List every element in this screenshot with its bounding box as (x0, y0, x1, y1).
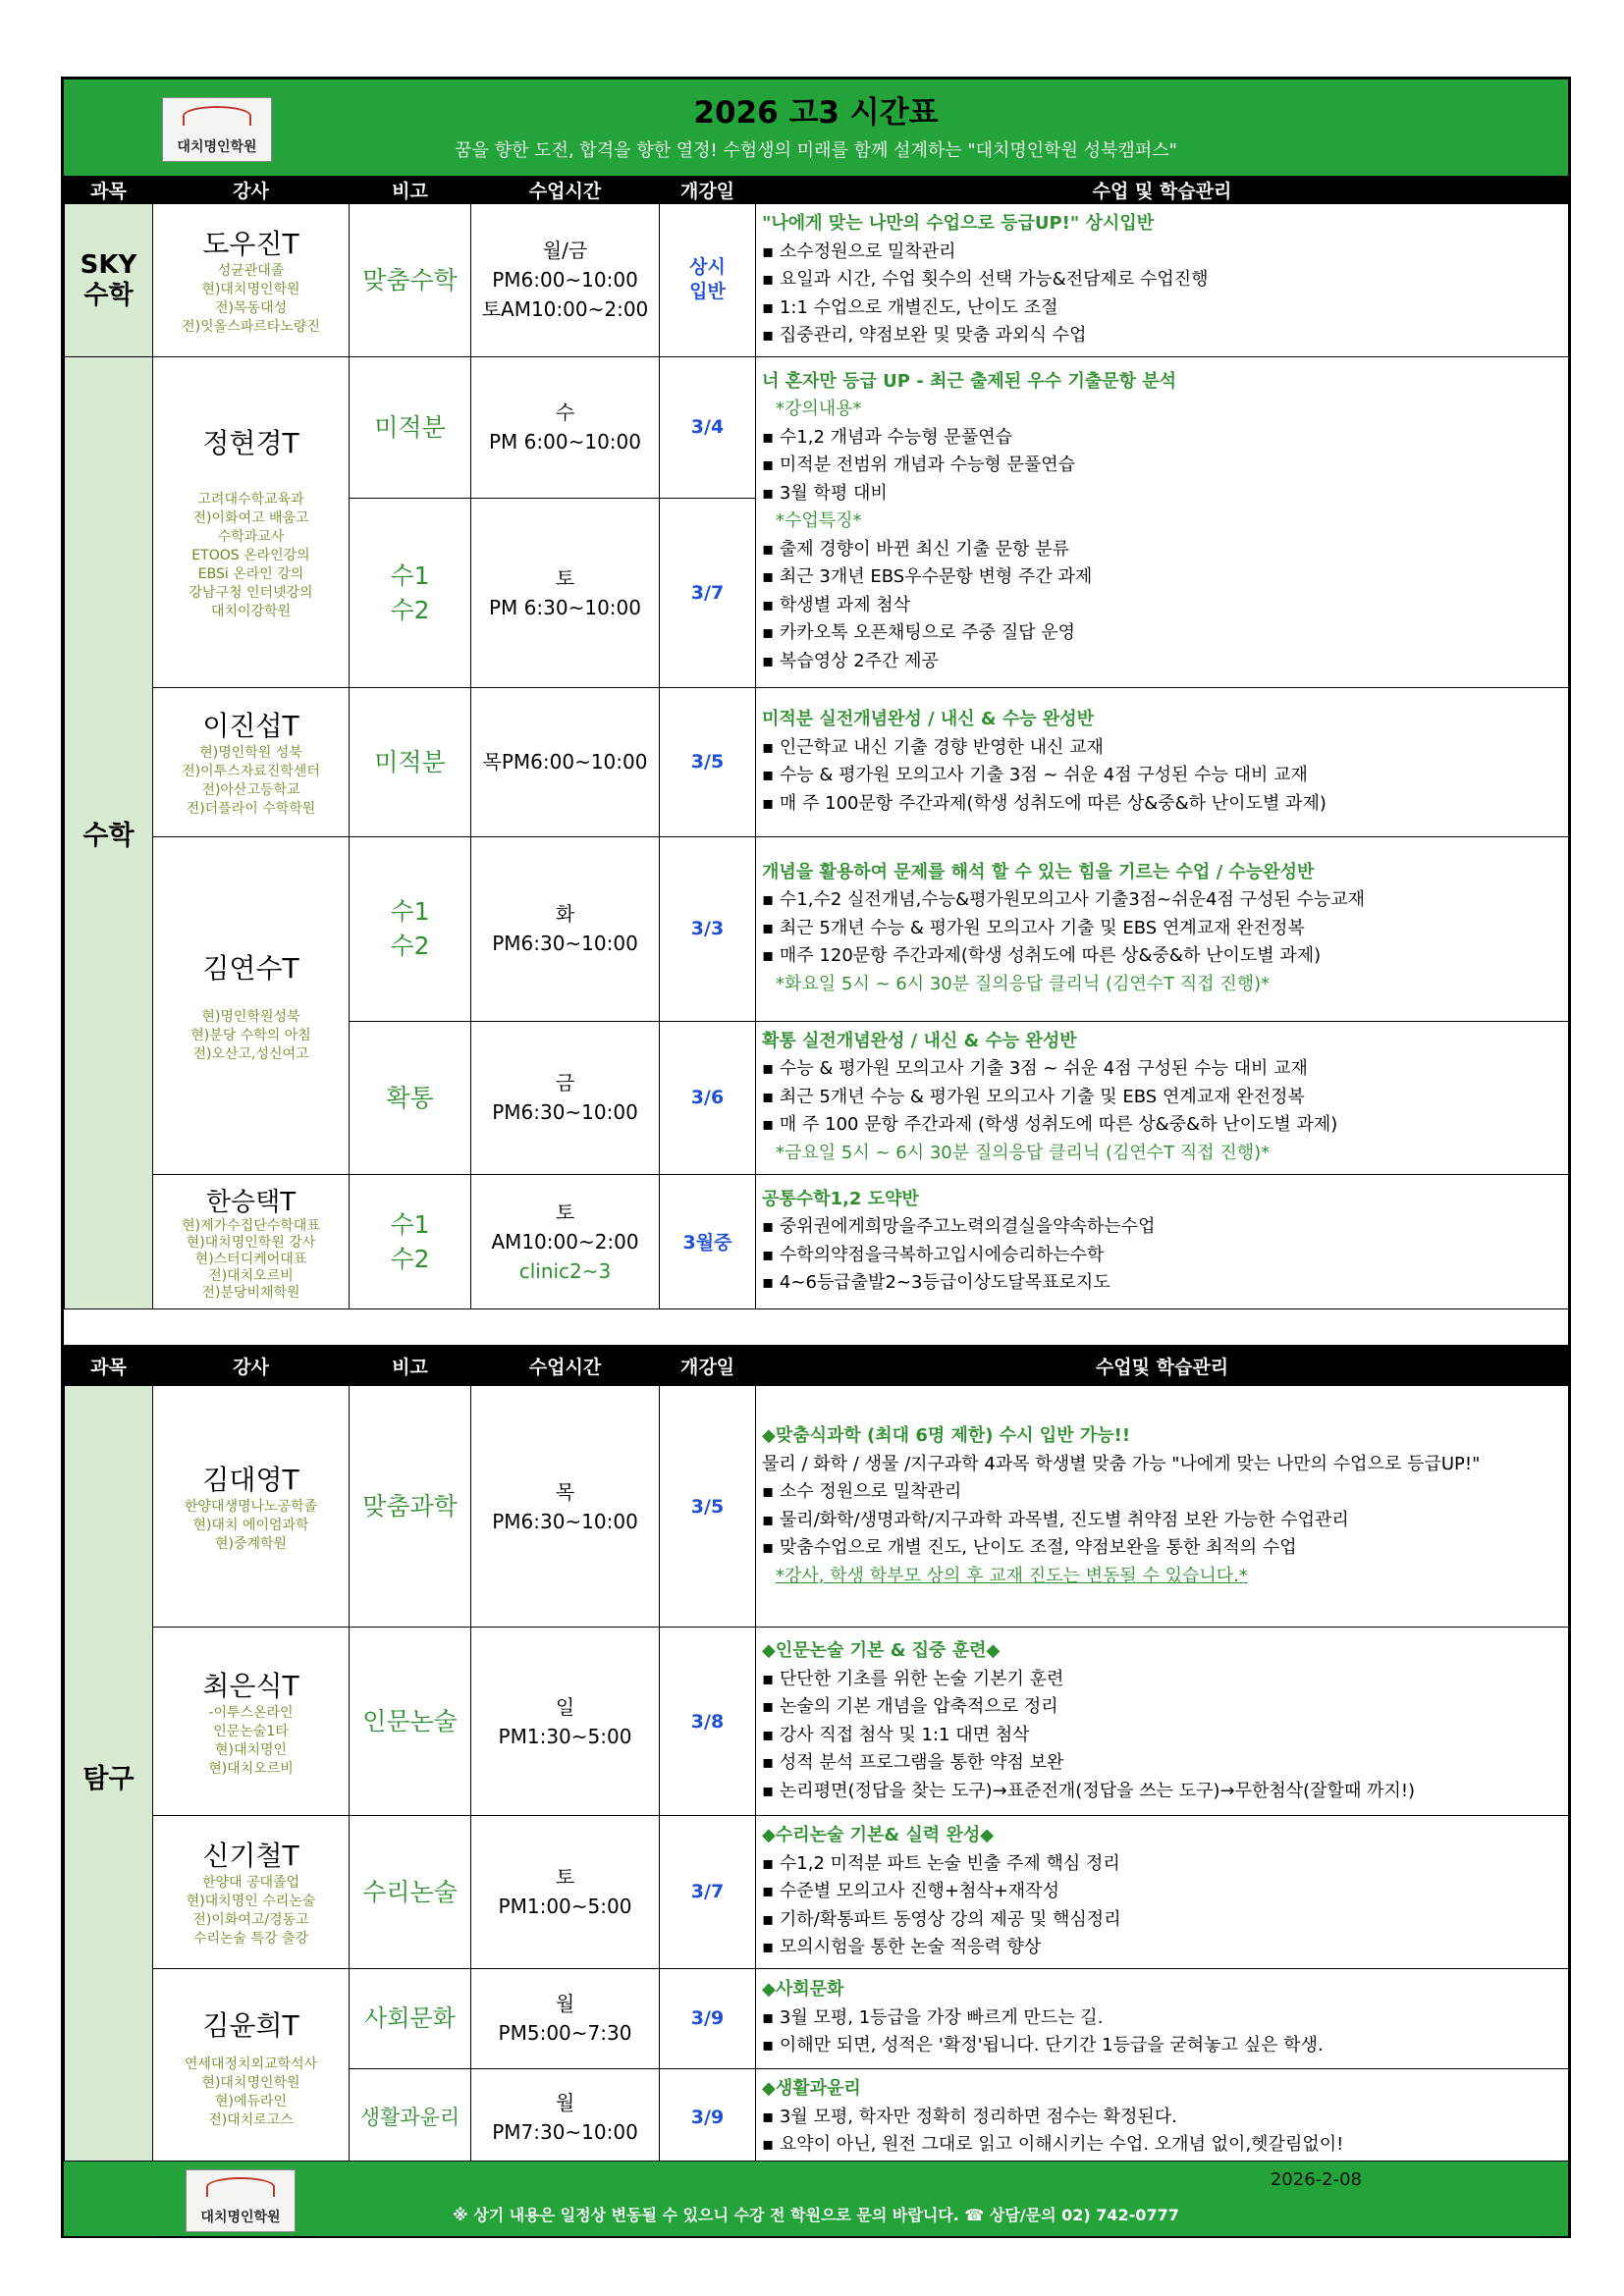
teacher-cell (153, 1628, 350, 1816)
teacher-cell (153, 687, 350, 836)
note-cell: 수1 수2 (350, 498, 471, 687)
col-header-time: 수업시간 (471, 1346, 660, 1386)
col-header-note: 비고 (350, 1346, 471, 1386)
page-subtitle: 꿈을 향한 도전, 합격을 향한 열정! 수험생의 미래를 함께 설계하는 "대치명인학원 성북캠퍼스" (455, 140, 1177, 161)
teacher-cell (153, 356, 350, 687)
teacher-profile: -이투스온라인 인문논술1타 현)대치명인 현)대치오르비 (208, 1704, 294, 1777)
subject-cell (65, 1386, 153, 2167)
desc-cell: 확통 실전개념완성 / 내신 & 수능 완성반 ▪ 수능 & 평가원 모의고사 기출 3점 ~ 쉬운 4점 구성된 수능 대비 교재 ▪ 최근 5개년 수능 & 평가원 모의고사 기출 및 EBS 연계교재 완전정복 ▪ 매 주 100 문항 주간과제 (학생 성취도에 따른 상&중&하 난이도별 과제) *금요일 5시 ~ 6시 30분 질의응답 클리닉 (김연수T 직접 진행)* (756, 1021, 1569, 1174)
start-cell: 3/5 (660, 1386, 756, 1628)
note-cell: 수리논술 (350, 1816, 471, 1969)
explore-table (64, 1345, 1569, 2167)
teacher-cell (153, 1386, 350, 1628)
table-row (65, 1968, 1569, 2068)
teacher-profile: 한양대 공대졸업 현)대치명인 수리논술 전)이화여고/경동고 수리논술 특강 출강 (186, 1875, 316, 1948)
subject-label: 수학 (82, 820, 135, 851)
note-cell: 미적분 (350, 356, 471, 498)
teacher-cell (153, 1174, 350, 1308)
time-cell: 토 PM1:00~5:00 (471, 1816, 660, 1969)
start-cell: 3/9 (660, 1968, 756, 2068)
footer-banner (64, 2161, 1568, 2236)
table-row (65, 1628, 1569, 1816)
teacher-name: 김연수T (202, 951, 299, 985)
teacher-cell (153, 1816, 350, 1969)
table-row (65, 687, 1569, 836)
time-cell: 월/금 PM6:00~10:00 토AM10:00~2:00 (471, 204, 660, 357)
footer-date: 2026-2-08 (1270, 2169, 1362, 2190)
timetable-sheet (61, 77, 1571, 2238)
teacher-cell (153, 204, 350, 357)
time-cell: 수 PM 6:00~10:00 (471, 356, 660, 498)
teacher-profile: 현)명인학원성북 현)분당 수학의 아침 전)오산고,성신여고 (190, 1008, 311, 1062)
time-cell: 월 PM7:30~10:00 (471, 2068, 660, 2166)
note-cell: 수1 수2 (350, 1174, 471, 1308)
desc-cell: ◆맞춤식과학 (최대 6명 제한) 수시 입반 가능!! 물리 / 화학 / 생물 /지구과학 4과목 학생별 맞춤 가능 "나에게 맞는 나만의 수업으로 등급UP!" ▪ 소수 정원으로 밀착관리 ▪ 물리/화학/생명과학/지구과학 과목별, 진도별 취약점 보완 가능한 수업관리 ▪ 맞춤수업으로 개별 진도, 난이도 조절, 약점보완을 통한 최적의 수업 *강사, 학생 학부모 상의 후 교재 진도는 변동될 수 있습니다.* (756, 1386, 1569, 1628)
col-header-start: 개강일 (660, 1346, 756, 1386)
col-header-note: 비고 (350, 177, 471, 204)
col-header-time: 수업시간 (471, 177, 660, 204)
time-cell: 토 AM10:00~2:00 clinic2~3 (471, 1174, 660, 1308)
teacher-name: 신기철T (202, 1840, 299, 1873)
desc-cell: 공통수학1,2 도약반 ▪ 중위권에게희망을주고노력의결실을약속하는수업 ▪ 수학의약점을극복하고입시에승리하는수학 ▪ 4~6등급출발2~3등급이상도달목표로지도 (756, 1174, 1569, 1308)
teacher-cell (153, 836, 350, 1174)
start-cell: 3/7 (660, 498, 756, 687)
desc-cell: ◆생활과윤리 ▪ 3월 모평, 학자만 정확히 정리하면 점수는 확정된다. ▪ 요약이 아닌, 원전 그대로 읽고 이해시키는 수업. 오개념 없이,헷갈림없이! (756, 2068, 1569, 2166)
teacher-name: 정현경T (202, 427, 299, 459)
start-cell: 3월중 (660, 1174, 756, 1308)
col-header-desc: 수업및 학습관리 (756, 1346, 1569, 1386)
note-cell: 인문논술 (350, 1628, 471, 1816)
teacher-name: 이진섭T (202, 710, 299, 742)
footer-notice: ※ 상기 내용은 일정상 변동될 수 있으니 수강 전 학원으로 문의 바랍니다. ☎ 상담/문의 02) 742-0777 (453, 2206, 1179, 2224)
start-cell: 3/4 (660, 356, 756, 498)
table-row (65, 836, 1569, 1021)
subject-label: 탐구 (82, 1763, 135, 1794)
note-cell: 미적분 (350, 687, 471, 836)
teacher-profile: 현)명인학원 성북 전)이투스자료진학센터 전)아산고등학교 전)더플라이 수학학원 (182, 745, 320, 817)
desc-cell: 미적분 실전개념완성 / 내신 & 수능 완성반 ▪ 인근학교 내신 기출 경향 반영한 내신 교재 ▪ 수능 & 평가원 모의고사 기출 3점 ~ 쉬운 4점 구성된 수능 대비 교재 ▪ 매 주 100문항 주간과제(학생 성취도에 따른 상&중&하 난이도별 과제) (756, 687, 1569, 836)
note-cell: 수1 수2 (350, 836, 471, 1021)
start-cell: 3/9 (660, 2068, 756, 2166)
note-cell: 맞춤과학 (350, 1386, 471, 1628)
col-header-start: 개강일 (660, 177, 756, 204)
table-row (65, 204, 1569, 357)
note-cell: 생활과윤리 (350, 2068, 471, 2166)
time-cell: 금 PM6:30~10:00 (471, 1021, 660, 1174)
header-banner (64, 80, 1568, 178)
time-cell: 목 PM6:30~10:00 (471, 1386, 660, 1628)
start-cell: 3/5 (660, 687, 756, 836)
time-cell: 토 PM 6:30~10:00 (471, 498, 660, 687)
subject-cell (65, 356, 153, 1308)
note-cell: 맞춤수학 (350, 204, 471, 357)
col-header-subject: 과목 (65, 1346, 153, 1386)
start-cell: 3/6 (660, 1021, 756, 1174)
note-cell: 확통 (350, 1021, 471, 1174)
time-cell: 일 PM1:30~5:00 (471, 1628, 660, 1816)
math-table (64, 176, 1569, 1309)
teacher-name: 김대영T (202, 1464, 299, 1496)
table-row (65, 356, 1569, 498)
teacher-name: 도우진T (202, 228, 299, 261)
desc-cell: ◆사회문화 ▪ 3월 모평, 1등급을 가장 빠르게 만드는 길. ▪ 이해만 되면, 성적은 '확정'됩니다. 단기간 1등급을 굳혀놓고 싶은 학생. (756, 1968, 1569, 2068)
teacher-profile: 현)제가수집단수학대표 현)대치명인학원 강사 현)스터디케어대표 전)대치오르비 전)분당비채학원 (182, 1217, 320, 1301)
start-cell: 상시 입반 (660, 204, 756, 357)
subject-cell (65, 204, 153, 357)
col-header-teacher: 강사 (153, 1346, 350, 1386)
teacher-name: 김윤희T (202, 2009, 299, 2042)
time-cell: 목PM6:00~10:00 (471, 687, 660, 836)
note-cell: 사회문화 (350, 1968, 471, 2068)
teacher-cell (153, 1968, 350, 2166)
academy-logo: 대치명인학원 (186, 2169, 296, 2232)
subject-label: SKY 수학 (80, 250, 137, 311)
start-cell: 3/3 (660, 836, 756, 1021)
teacher-profile: 성균관대졸 현)대치명인학원 전)목동대성 전)잇올스파르타노량진 (182, 263, 320, 336)
teacher-profile: 연세대정치외교학석사 현)대치명인학원 현)에듀라인 전)대치로고스 (184, 2056, 318, 2128)
academy-logo: 대치명인학원 (162, 97, 272, 162)
start-cell: 3/7 (660, 1816, 756, 1969)
desc-cell: "나에게 맞는 나만의 수업으로 등급UP!" 상시입반 ▪ 소수정원으로 밀착관리 ▪ 요일과 시간, 수업 횟수의 선택 가능&전담제로 수업진행 ▪ 1:1 수업으로 개별진도, 난이도 조절 ▪ 집중관리, 약점보완 및 맞춤 과외식 수업 (756, 204, 1569, 357)
desc-cell: 개념을 활용하여 문제를 해석 할 수 있는 힘을 기르는 수업 / 수능완성반 ▪ 수1,수2 실전개념,수능&평가원모의고사 기출3점~쉬운4점 구성된 수능교재 ▪ 최근 5개년 수능 & 평가원 모의고사 기출 및 EBS 연계교재 완전정복 ▪ 매주 120문항 주간과제(학생 성취도에 따른 상&중&하 난이도별 과제) *화요일 5시 ~ 6시 30분 질의응답 클리닉 (김연수T 직접 진행)* (756, 836, 1569, 1021)
teacher-name: 최은식T (202, 1669, 299, 1702)
col-header-desc: 수업 및 학습관리 (756, 177, 1569, 204)
start-cell: 3/8 (660, 1628, 756, 1816)
teacher-name: 한승택T (205, 1187, 297, 1217)
page-title: 2026 고3 시간표 (693, 95, 939, 131)
col-header-subject: 과목 (65, 177, 153, 204)
time-cell: 월 PM5:00~7:30 (471, 1968, 660, 2068)
desc-cell: ◆수리논술 기본& 실력 완성◆ ▪ 수1,2 미적분 파트 논술 빈출 주제 핵심 정리 ▪ 수준별 모의고사 진행+첨삭+재작성 ▪ 기하/확통파트 동영상 강의 제공 및 핵심정리 ▪ 모의시험을 통한 논술 적응력 향상 (756, 1816, 1569, 1969)
teacher-profile: 한양대생명나노공학졸 현)대치 에이엄과학 현)중계학원 (184, 1499, 318, 1552)
time-cell: 화 PM6:30~10:00 (471, 836, 660, 1021)
col-header-teacher: 강사 (153, 177, 350, 204)
table-row (65, 1174, 1569, 1308)
table-row (65, 1386, 1569, 1628)
table-row (65, 1816, 1569, 1969)
desc-cell: ◆인문논술 기본 & 집중 훈련◆ ▪ 단단한 기초를 위한 논술 기본기 훈련 ▪ 논술의 기본 개념을 압축적으로 정리 ▪ 강사 직접 첨삭 및 1:1 대면 첨삭 ▪ 성적 분석 프로그램을 통한 약점 보완 ▪ 논리평면(정답을 찾는 도구)→표준전개(정답을 쓰는 도구)→무한첨삭(잘할때 까지!) (756, 1628, 1569, 1816)
desc-cell: 너 혼자만 등급 UP - 최근 출제된 우수 기출문항 분석 *강의내용* ▪ 수1,2 개념과 수능형 문풀연습 ▪ 미적분 전범위 개념과 수능형 문풀연습 ▪ 3월 학평 대비 *수업특징* ▪ 출제 경향이 바뀐 최신 기출 문항 분류 ▪ 최근 3개년 EBS우수문항 변형 주간 과제 ▪ 학생별 과제 첨삭 ▪ 카카오톡 오픈채팅으로 주중 질답 운영 ▪ 복습영상 2주간 제공 (756, 356, 1569, 687)
teacher-profile: 고려대수학교육과 전)이화여고 배움고 수학과교사 ETOOS 온라인강의 EBSi 온라인 강의 강남구청 인터넷강의 대치이강학원 (189, 492, 313, 619)
